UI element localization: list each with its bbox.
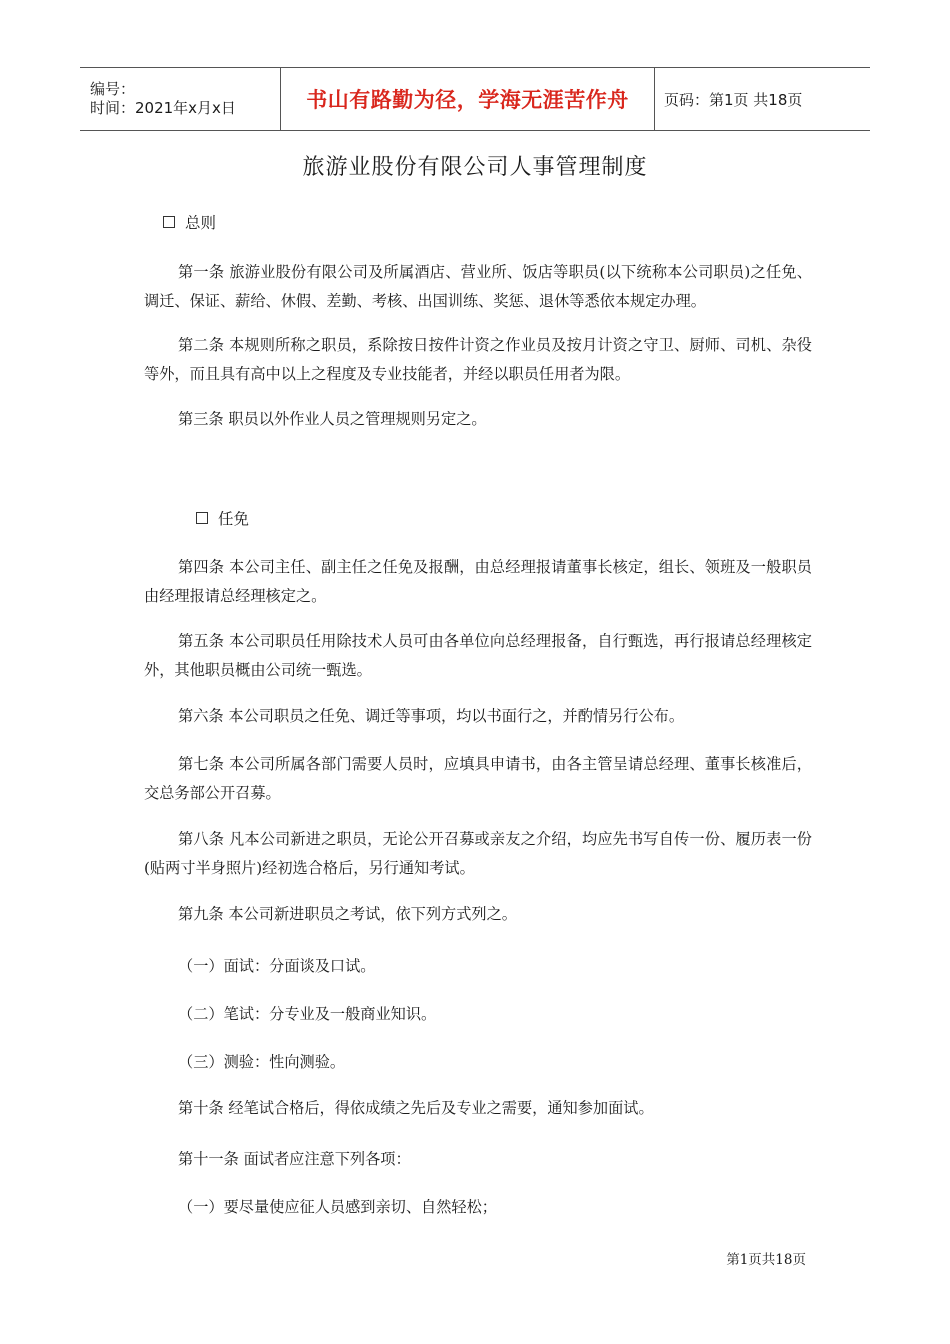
article-5: 第五条 本公司职员任用除技术人员可由各单位向总经理报备，自行甄选，再行报请总经理核定外，其他职员概由公司统一甄选。 [144,632,812,679]
article-7: 第七条 本公司所属各部门需要人员时，应填具申请书，由各主管呈请总经理、董事长核准后，交总务部公开召募。 [144,755,812,802]
document-title: 旅游业股份有限公司人事管理制度 [302,155,648,180]
header-slogan [281,68,655,130]
document-date: 时间：2021年x月x日 [90,99,236,117]
article-2: 第二条 本规则所称之职员，系除按日按件计资之作业员及按月计资之守卫、厨师、司机、杂役等外，而且具有高中以上之程度及专业技能者，并经以职员任用者为限。 [144,336,812,383]
checkbox-square-icon [196,512,208,524]
list-item: （二）笔试：分专业及一般商业知识。 [178,1005,437,1023]
article-11: 第十一条 面试者应注意下列各项： [178,1150,411,1168]
section-heading-label: 任免 [218,510,250,528]
article-10: 第十条 经笔试合格后，得依成绩之先后及专业之需要，通知参加面试。 [178,1099,654,1117]
header-meta [80,68,281,130]
article-1: 第一条 旅游业股份有限公司及所属酒店、营业所、饭店等职员(以下统称本公司职员)之任免、调迁、保证、薪给、休假、差勤、考核、出国训练、奖惩、退休等悉依本规定办理。 [144,263,812,310]
section-heading-appointment [196,507,249,529]
list-item: （一）要尽量使应征人员感到亲切、自然轻松； [178,1198,497,1216]
article-8: 第八条 凡本公司新进之职员，无论公开召募或亲友之介绍，均应先书写自传一份、履历表一份(贴两寸半身照片)经初选合格后，另行通知考试。 [144,830,812,877]
section-heading-label: 总则 [185,214,217,232]
section-heading-general [163,211,216,233]
article-6: 第六条 本公司职员之任免、调迁等事项，均以书面行之，并酌情另行公布。 [178,707,685,725]
header-page-number: 页码：第1页 共18页 [664,90,803,109]
slogan-text: 书山有路勤为径，学海无涯苦作舟 [306,88,629,112]
page-footer: 第1页共18页 [726,1252,806,1268]
page-header [80,67,870,131]
article-9: 第九条 本公司新进职员之考试，依下列方式列之。 [178,905,517,923]
article-3: 第三条 职员以外作业人员之管理规则另定之。 [178,410,487,428]
list-item: （三）测验：性向测验。 [178,1053,346,1071]
document-number-label: 编号： [90,80,136,98]
article-4: 第四条 本公司主任、副主任之任免及报酬，由总经理报请董事长核定，组长、领班及一般职员由经理报请总经理核定之。 [144,558,812,605]
header-page-info [655,68,870,130]
list-item: （一）面试：分面谈及口试。 [178,957,376,975]
checkbox-square-icon [163,216,175,228]
